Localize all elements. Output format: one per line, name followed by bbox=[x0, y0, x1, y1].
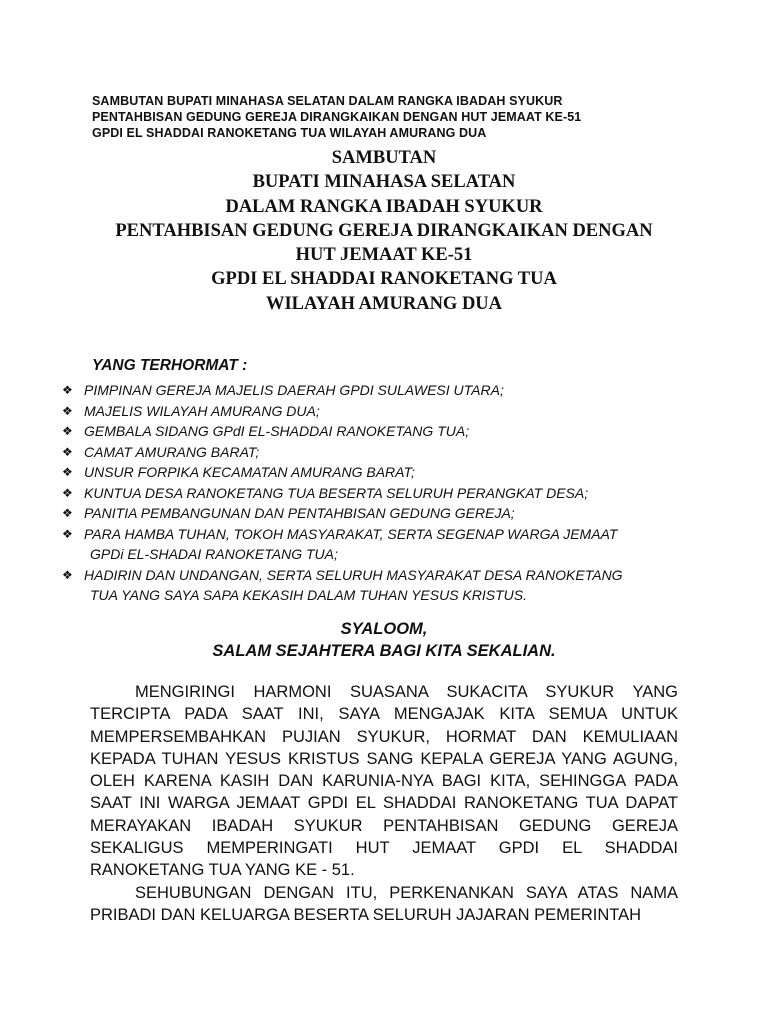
list-item bbox=[62, 483, 682, 504]
greeting bbox=[60, 618, 708, 662]
body-paragraph-text: MENGIRINGI HARMONI SUASANA SUKACITA SYUKUR YANG TERCIPTA PADA SAAT INI, SAYA MENGAJAK KITA SEMUA UNTUK MEMPERSEMBAHKAN PUJIAN SYUKUR, HORMAT DAN KEMULIAAN KEPADA TUHAN YESUS KRISTUS SANG KEPALA GEREJA YANG AGUNG, OLEH KARENA KASIH DAN KARUNIA-NYA BAGI KITA, SEHINGGA PADA SAAT INI WARGA JEMAAT GPDI EL SHADDAI RANOKETANG TUA DAPAT MERAYAKAN IBADAH SYUKUR PENTAHBISAN GEDUNG GEREJA SEKALIGUS MEMPERINGATI HUT JEMAAT GPDI EL SHADDAI RANOKETANG TUA YANG KE - 51. bbox=[90, 683, 678, 880]
list-item bbox=[62, 401, 682, 422]
list-item-text: UNSUR FORPIKA KECAMATAN AMURANG BARAT; bbox=[84, 464, 415, 480]
diamond-bullet-icon: ❖ bbox=[62, 506, 73, 520]
diamond-bullet-icon: ❖ bbox=[62, 424, 73, 438]
body-paragraph-text: SEHUBUNGAN DENGAN ITU, PERKENANKAN SAYA ATAS NAMA PRIBADI DAN KELUARGA BESERTA SELURUH JAJARAN PEMERINTAH bbox=[90, 883, 678, 924]
list-item-text: PARA HAMBA TUHAN, TOKOH MASYARAKAT, SERTA SEGENAP WARGA JEMAAT bbox=[84, 525, 618, 542]
greeting-line: SALAM SEJAHTERA BAGI KITA SEKALIAN. bbox=[212, 642, 556, 660]
header-line: GPDI EL SHADDAI RANOKETANG TUA WILAYAH AMURANG DUA bbox=[92, 126, 487, 140]
title-line: HUT JEMAAT KE-51 bbox=[295, 245, 473, 266]
diamond-bullet-icon: ❖ bbox=[62, 526, 73, 541]
list-item bbox=[62, 380, 682, 401]
title-line: WILAYAH AMURANG DUA bbox=[265, 293, 503, 314]
addressee-heading: YANG TERHORMAT : bbox=[92, 357, 248, 374]
list-item-continuation: TUA YANG SAYA SAPA KEKASIH DALAM TUHAN YESUS KRISTUS. bbox=[90, 587, 527, 603]
title-line: GPDI EL SHADDAI RANOKETANG TUA bbox=[211, 269, 557, 290]
diamond-bullet-icon: ❖ bbox=[62, 465, 73, 479]
header-line: PENTAHBISAN GEDUNG GEREJA DIRANGKAIKAN DENGAN HUT JEMAAT KE-51 bbox=[92, 110, 582, 124]
title-line: DALAM RANGKA IBADAH SYUKUR bbox=[225, 196, 543, 217]
list-item-text: GEMBALA SIDANG GPdI EL-SHADDAI RANOKETANG TUA; bbox=[84, 423, 470, 439]
list-item bbox=[62, 524, 682, 565]
list-item-continuation: GPDi EL-SHADAI RANOKETANG TUA; bbox=[90, 546, 338, 562]
list-item-text: PANITIA PEMBANGUNAN DAN PENTAHBISAN GEDUNG GEREJA; bbox=[84, 505, 515, 521]
list-item-text: MAJELIS WILAYAH AMURANG DUA; bbox=[84, 402, 320, 419]
list-item-text: CAMAT AMURANG BARAT; bbox=[84, 443, 260, 460]
body-paragraph bbox=[90, 882, 678, 927]
title-line: SAMBUTAN bbox=[331, 148, 437, 168]
diamond-bullet-icon: ❖ bbox=[62, 403, 73, 418]
title-line: PENTAHBISAN GEDUNG GEREJA DIRANGKAIKAN DENGAN bbox=[115, 220, 653, 241]
document-header bbox=[92, 93, 692, 141]
speech-body bbox=[90, 681, 678, 926]
diamond-bullet-icon: ❖ bbox=[62, 383, 73, 397]
list-item-text: PIMPINAN GEREJA MAJELIS DAERAH GPDI SULAWESI UTARA; bbox=[84, 382, 504, 398]
diamond-bullet-icon: ❖ bbox=[62, 444, 73, 459]
body-paragraph bbox=[90, 681, 678, 882]
list-item-text: KUNTUA DESA RANOKETANG TUA BESERTA SELURUH PERANGKAT DESA; bbox=[84, 484, 589, 501]
addressee-list bbox=[62, 380, 682, 606]
list-item bbox=[62, 421, 682, 442]
list-item bbox=[62, 565, 682, 606]
title-line: BUPATI MINAHASA SELATAN bbox=[252, 172, 516, 193]
list-item-text: HADIRIN DAN UNDANGAN, SERTA SELURUH MASYARAKAT DESA RANOKETANG bbox=[84, 566, 623, 583]
list-item bbox=[62, 462, 682, 483]
list-item bbox=[62, 503, 682, 524]
diamond-bullet-icon: ❖ bbox=[62, 485, 73, 500]
greeting-line: SYALOOM, bbox=[340, 620, 428, 638]
speech-title bbox=[60, 146, 708, 316]
list-item bbox=[62, 442, 682, 463]
diamond-bullet-icon: ❖ bbox=[62, 567, 73, 582]
header-line: SAMBUTAN BUPATI MINAHASA SELATAN DALAM RANGKA IBADAH SYUKUR bbox=[92, 94, 563, 108]
